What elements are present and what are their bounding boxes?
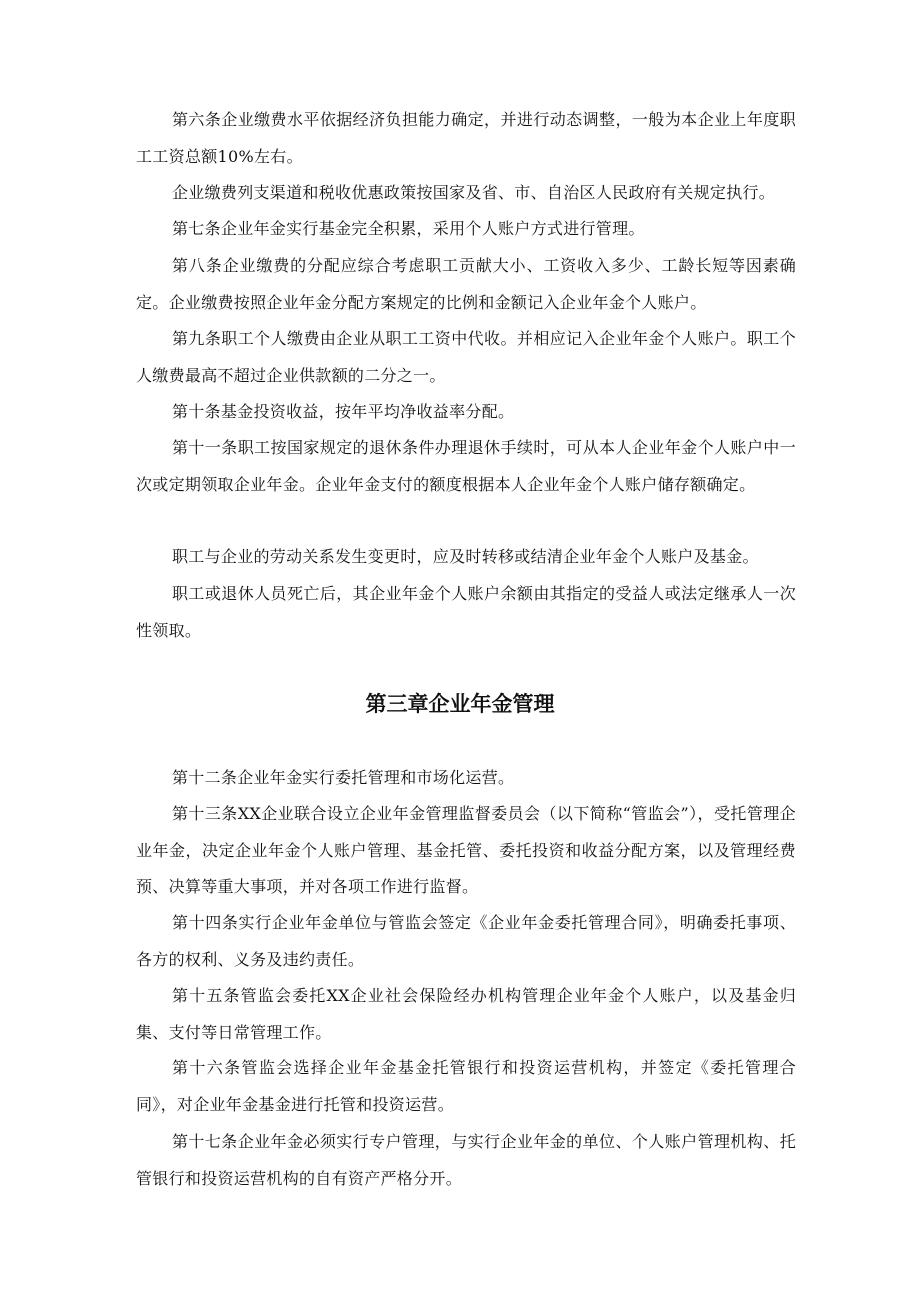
labor-relation-change-paragraph: 职工与企业的劳动关系发生变更时，应及时转移或结清企业年金个人账户及基金。 <box>172 547 759 566</box>
article-14-paragraph: 第十四条实行企业年金单位与管监会签定《企业年金委托管理合同》，明确委托事项、各方的权利、义务及违约责任。 <box>136 913 796 969</box>
article-10-paragraph: 第十条基金投资收益，按年平均净收益率分配。 <box>172 402 515 421</box>
contribution-expense-paragraph: 企业缴费列支渠道和税收优惠政策按国家及省、市、自治区人民政府有关规定执行。 <box>172 183 776 202</box>
article-17-paragraph: 第十七条企业年金必须实行专户管理，与实行企业年金的单位、个人账户管理机构、托管银行和投资运营机构的自有资产严格分开。 <box>136 1132 796 1188</box>
article-12-paragraph: 第十二条企业年金实行委托管理和市场化运营。 <box>172 768 515 787</box>
article-11-paragraph: 第十一条职工按国家规定的退休条件办理退休手续时，可从本人企业年金个人账户中一次或定期领取企业年金。企业年金支付的额度根据本人企业年金个人账户储存额确定。 <box>136 438 796 494</box>
chapter-3-title: 第三章企业年金管理 <box>365 692 555 716</box>
article-7-paragraph: 第七条企业年金实行基金完全积累，采用个人账户方式进行管理。 <box>172 219 645 238</box>
death-inheritance-paragraph: 职工或退休人员死亡后，其企业年金个人账户余额由其指定的受益人或法定继承人一次性领取。 <box>136 584 796 640</box>
article-16-paragraph: 第十六条管监会选择企业年金基金托管银行和投资运营机构，并签定《委托管理合同》，对企业年金基金进行托管和投资运营。 <box>136 1058 796 1114</box>
article-6-paragraph: 第六条企业缴费水平依据经济负担能力确定，并进行动态调整，一般为本企业上年度职工工资总额10%左右。 <box>136 110 796 166</box>
article-9-paragraph: 第九条职工个人缴费由企业从职工工资中代收。并相应记入企业年金个人账户。职工个人缴费最高不超过企业供款额的二分之一。 <box>136 329 796 385</box>
article-8-paragraph: 第八条企业缴费的分配应综合考虑职工贡献大小、工资收入多少、工龄长短等因素确定。企业缴费按照企业年金分配方案规定的比例和金额记入企业年金个人账户。 <box>136 256 796 312</box>
article-13-paragraph: 第十三条XX企业联合设立企业年金管理监督委员会（以下简称“管监会”），受托管理企业年金，决定企业年金个人账户管理、基金托管、委托投资和收益分配方案，以及管理经费预、决算等重大事项，并对各项工作进行监督。 <box>136 804 796 896</box>
article-15-paragraph: 第十五条管监会委托XX企业社会保险经办机构管理企业年金个人账户，以及基金归集、支付等日常管理工作。 <box>136 986 796 1042</box>
